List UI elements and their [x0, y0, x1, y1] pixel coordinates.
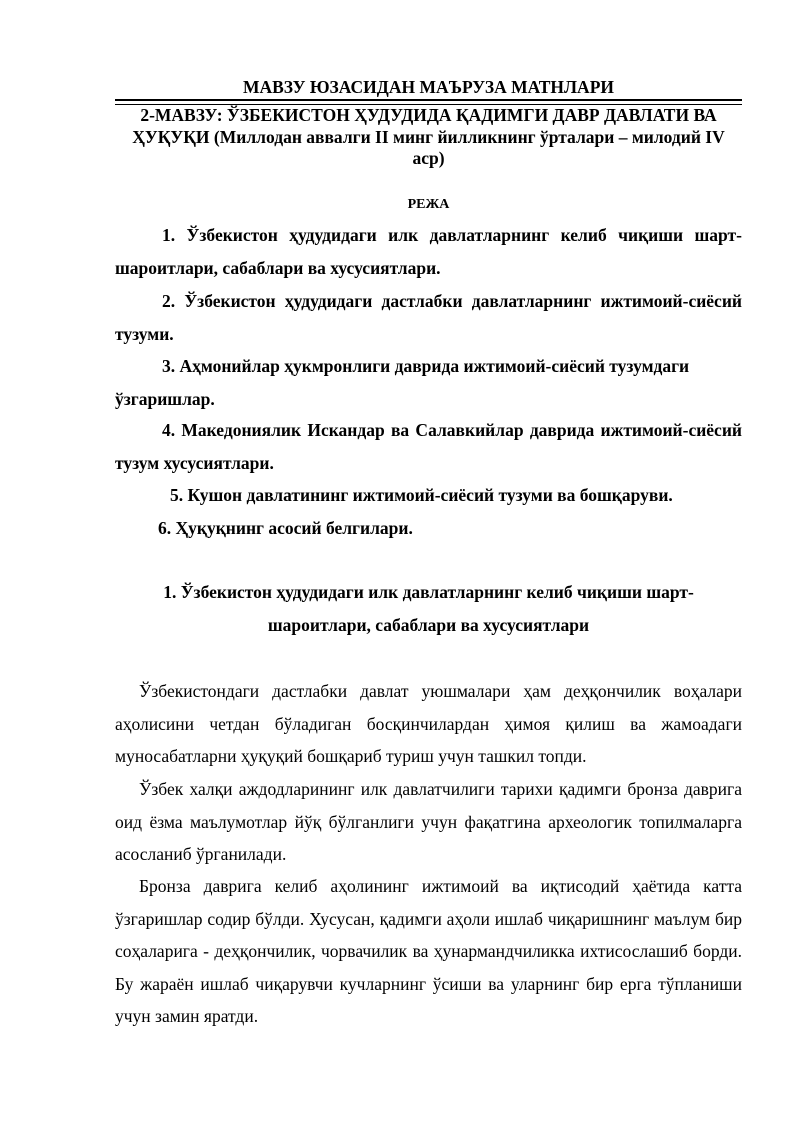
section-title: 1. Ўзбекистон ҳудудидаги илк давлатларнинг келиб чиқиши шарт-шароитлари, сабаблари ва хусусиятлари: [163, 582, 694, 635]
header-rule-thick: [115, 99, 742, 101]
plan-item-3: 3. Аҳмонийлар ҳукмронлиги даврида ижтимоий-сиёсий тузумдаги ўзгаришлар.: [115, 356, 690, 409]
header-title: МАВЗУ ЮЗАСИДАН МАЪРУЗА МАТНЛАРИ: [242, 77, 614, 97]
plan-heading: РЕЖА: [407, 197, 450, 212]
plan-item-2: 2. Ўзбекистон ҳудудидаги дастлабки давлатларнинг ижтимоий-сиёсий тузуми.: [115, 291, 742, 344]
plan-item-6: 6. Ҳуқуқнинг асосий белгилари.: [158, 518, 413, 538]
plan-item-1: 1. Ўзбекистон ҳудудидаги илк давлатларнинг келиб чиқиши шарт-шароитлари, сабаблари ва хусусиятлари.: [115, 225, 742, 278]
paragraph-3: Бронза даврига келиб аҳолининг ижтимоий ва иқтисодий ҳаётида катта ўзгаришлар содир бўлди. Хусусан, қадимги аҳоли ишлаб чиқаришнинг маълум бир соҳаларига - деҳқончилик, чорвачилик ва ҳунармандчиликка ихтисослашиб борди. Бу жараён ишлаб чиқарувчи кучларнинг ўсиши ва уларнинг бир ерга тўпланиши учун замин яратди.: [115, 876, 742, 1026]
plan-item-5: 5. Кушон давлатининг ижтимоий-сиёсий тузуми ва бошқаруви.: [170, 485, 673, 505]
paragraph-2: Ўзбек халқи аждодларининг илк давлатчилиги тарихи қадимги бронза даврига оид ёзма маълумотлар йўқ бўлганлиги учун фақатгина археологик топилмаларга асосланиб ўрганилади.: [115, 779, 742, 864]
topic-title: 2-МАВЗУ: ЎЗБЕКИСТОН ҲУДУДИДА ҚАДИМГИ ДАВР ДАВЛАТИ ВА ҲУҚУҚИ (Миллодан аввалги II минг йилликнинг ўрталари – милодий IV аср): [132, 105, 725, 168]
plan-item-4: 4. Македониялик Искандар ва Салавкийлар даврида ижтимоий-сиёсий тузум хусусиятлари.: [115, 420, 742, 473]
paragraph-1: Ўзбекистондаги дастлабки давлат уюшмалари ҳам деҳқончилик воҳалари аҳолисини четдан бўладиган босқинчилардан ҳимоя қилиш ва жамоадаги муносабатларни ҳуқуқий бошқариб туриш учун ташкил топди.: [115, 681, 742, 766]
